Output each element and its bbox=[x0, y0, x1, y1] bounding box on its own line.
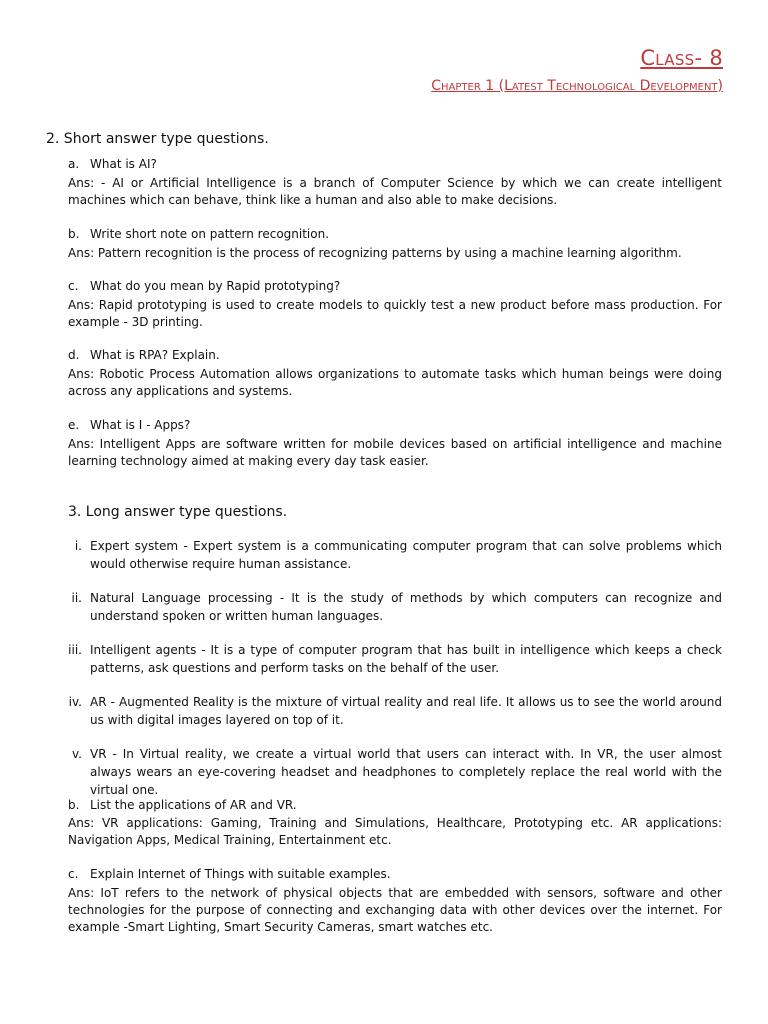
short-answer-e: Ans: Intelligent Apps are software written for mobile devices based on artificial intelligence and machine learning technology aimed at making every day task easier. bbox=[68, 437, 722, 468]
chapter-title: Chapter 1 (Latest Technological Development) bbox=[431, 78, 723, 94]
item-number: iii. bbox=[68, 643, 82, 657]
long-answer-item bbox=[62, 745, 722, 799]
item-text: AR - Augmented Reality is the mixture of virtual reality and real life. It allows us to see the world around us with digital images layered on top of it. bbox=[90, 695, 722, 727]
question-label: a. bbox=[68, 157, 80, 171]
item-text: Intelligent agents - It is a type of computer program that has built in intelligence which keeps a check patterns, ask questions and perform tasks on the behalf of the user. bbox=[90, 643, 722, 675]
question-text: What is AI? bbox=[90, 157, 157, 171]
item-number: iv. bbox=[68, 695, 82, 709]
short-answer-d: Ans: Robotic Process Automation allows organizations to automate tasks which human beings were doing across any applications and systems. bbox=[68, 367, 722, 398]
long-answer-c: Ans: IoT refers to the network of physical objects that are embedded with sensors, software and other technologies for the purpose of connecting and exchanging data with other devices over the internet. For example -Smart Lighting, Smart Security Cameras, smart watches etc. bbox=[68, 886, 722, 934]
question-label: c. bbox=[68, 279, 79, 293]
class-title: Class- 8 bbox=[640, 46, 723, 70]
short-question-a bbox=[68, 157, 157, 171]
question-text: Write short note on pattern recognition. bbox=[90, 227, 330, 241]
long-answer-item bbox=[62, 693, 722, 729]
question-text: What is RPA? Explain. bbox=[90, 348, 220, 362]
long-answer-item bbox=[62, 641, 722, 677]
long-answer-item bbox=[62, 537, 722, 573]
question-label: b. bbox=[68, 798, 80, 812]
short-answer-a: Ans: - AI or Artificial Intelligence is a branch of Computer Science by which we can create intelligent machines which can behave, think like a human and also able to make decisions. bbox=[68, 176, 722, 207]
question-text: What do you mean by Rapid prototyping? bbox=[90, 279, 341, 293]
short-question-d bbox=[68, 348, 220, 362]
long-question-b bbox=[68, 798, 297, 812]
question-label: d. bbox=[68, 348, 80, 362]
item-text: VR - In Virtual reality, we create a virtual world that users can interact with. In VR, the user almost always wears an eye-covering headset and headphones to completely replace the real world with the virtual one. bbox=[90, 747, 722, 797]
long-answer-b: Ans: VR applications: Gaming, Training and Simulations, Healthcare, Prototyping etc. AR applications: Navigation Apps, Medical Training, Entertainment etc. bbox=[68, 816, 722, 847]
long-answer-heading: 3. Long answer type questions. bbox=[68, 504, 288, 520]
item-number: i. bbox=[74, 539, 82, 553]
long-answer-item bbox=[62, 589, 722, 625]
long-question-c bbox=[68, 867, 391, 881]
item-number: v. bbox=[72, 747, 82, 761]
question-label: c. bbox=[68, 867, 79, 881]
question-text: List the applications of AR and VR. bbox=[90, 798, 297, 812]
question-label: e. bbox=[68, 418, 80, 432]
short-answer-heading: 2. Short answer type questions. bbox=[46, 131, 269, 147]
item-text: Natural Language processing - It is the study of methods by which computers can recognize and understand spoken or written human languages. bbox=[90, 591, 722, 623]
short-question-c bbox=[68, 279, 340, 293]
item-text: Expert system - Expert system is a communicating computer program that can solve problems which would otherwise require human assistance. bbox=[90, 539, 722, 571]
question-text: What is I - Apps? bbox=[90, 418, 191, 432]
short-answer-b: Ans: Pattern recognition is the process of recognizing patterns by using a machine learning algorithm. bbox=[68, 246, 682, 260]
item-number: ii. bbox=[71, 591, 82, 605]
short-answer-c: Ans: Rapid prototyping is used to create models to quickly test a new product before mass production. For example - 3D printing. bbox=[68, 298, 722, 329]
short-question-e bbox=[68, 418, 190, 432]
short-question-b bbox=[68, 227, 329, 241]
question-label: b. bbox=[68, 227, 80, 241]
question-text: Explain Internet of Things with suitable examples. bbox=[90, 867, 391, 881]
